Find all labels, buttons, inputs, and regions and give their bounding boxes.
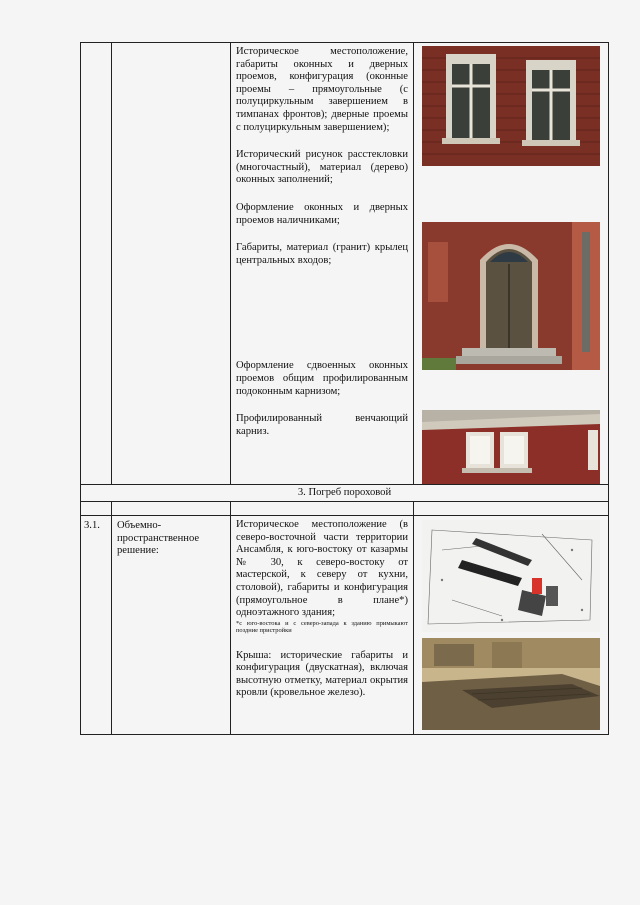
description-cell: [231, 516, 414, 735]
photo-cell: [414, 516, 609, 735]
photo-powder-magazine: [422, 638, 602, 730]
row-label: Объемно-пространственное решение:: [117, 520, 200, 557]
photo-cell: [414, 43, 609, 485]
number-cell: [81, 43, 112, 485]
row-number: 3.1.: [84, 520, 100, 531]
text-roof: Крыша: исторические габариты и конфигурация (двускатная), включая высотную отметку, материал окрытия кровли (кровельное железо).: [236, 649, 408, 699]
text-double-windows: Оформление сдвоенных оконных проемов общим профилированным подоконным карнизом;: [236, 360, 408, 397]
text-windows-doors: Историческое местоположение, габариты оконных и дверных проемов, конфигурация (оконные проемы – прямоугольные (с полуциркульным завершением в тимпанах фронтов); дверные проемы с полуциркульным завершением);: [236, 46, 408, 133]
label-cell: [112, 43, 231, 485]
number-cell: [81, 516, 112, 735]
text-porches: Габариты, материал (гранит) крылец центральных входов;: [236, 242, 408, 266]
monument-table: [80, 42, 609, 735]
table-row: [81, 516, 609, 735]
photo-double-windows: [422, 410, 602, 484]
table-row: [81, 43, 609, 485]
photo-windows: [422, 46, 602, 166]
text-footnote: *с юго-востока и с северо-запада к зданию примыкают поздние пристройки: [236, 619, 408, 635]
label-cell: [112, 516, 231, 735]
description-cell: [231, 43, 414, 485]
photo-entrance-door: [422, 222, 602, 370]
section-header-row: [81, 485, 609, 502]
text-cornice: Профилированный венчающий карниз.: [236, 413, 408, 437]
section-title: 3. Погреб пороховой: [81, 485, 609, 502]
site-plan-map: [422, 520, 602, 632]
text-location: Историческое местоположение (в северо-восточной части территории Ансамбля, к юго-востоку от казармы № 30, к северо-востоку от мастерской, к северу от кухни, столовой), габариты и конфигурация (прямоугольное в плане*) одноэтажного здания;: [236, 519, 408, 619]
text-glazing: Исторический рисунок расстекловки (многочастный), материал (дерево) оконных заполнений;: [236, 149, 408, 186]
text-platbands: Оформление оконных и дверных проемов наличниками;: [236, 201, 408, 226]
table-row: [81, 502, 609, 516]
